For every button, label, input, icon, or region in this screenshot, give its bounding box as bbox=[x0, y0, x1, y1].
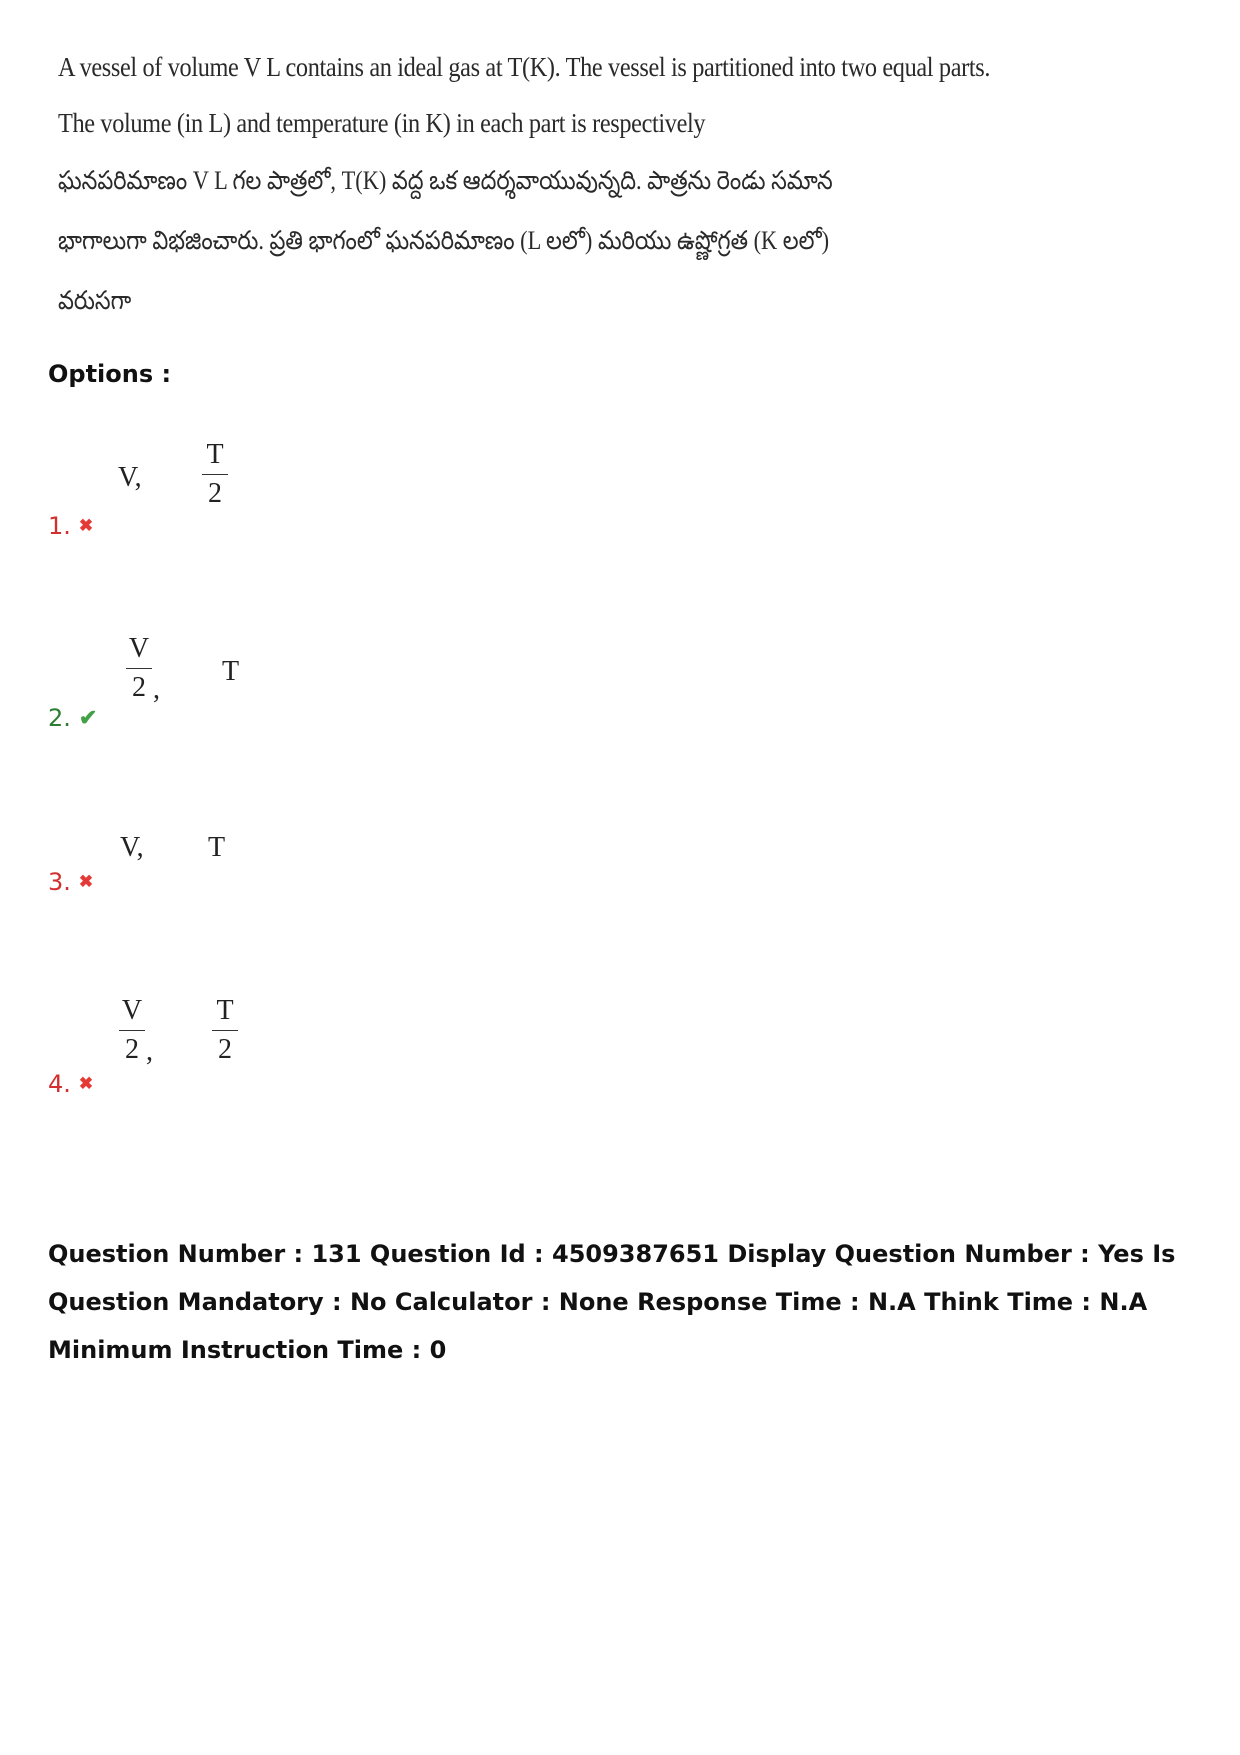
options-label: Options : bbox=[48, 360, 172, 388]
option-2-volume-fraction bbox=[124, 634, 154, 703]
option-number: 4. bbox=[48, 1070, 71, 1098]
fraction-bar bbox=[202, 474, 228, 475]
question-metadata: Question Number : 131 Question Id : 4509387651 Display Question Number : Yes Is Question Mandatory : No Calculator : None Response Time : N.A Think Time : N.A Minimum Instruction Time : 0 bbox=[48, 1240, 1176, 1364]
option-4-volume-fraction bbox=[117, 996, 147, 1065]
option-4-separator: , bbox=[146, 1036, 153, 1067]
option-3-temperature: T bbox=[208, 832, 226, 863]
option-4 bbox=[48, 1070, 93, 1098]
question-text-telugu-line3: వరుసగా bbox=[58, 286, 132, 315]
fraction-numerator: T bbox=[206, 439, 224, 470]
fraction-bar bbox=[212, 1030, 238, 1031]
question-text-english-line2: The volume (in L) and temperature (in K) in each part is respectively bbox=[58, 108, 706, 138]
check-icon: ✔ bbox=[78, 705, 98, 730]
cross-icon: ✖ bbox=[78, 516, 94, 535]
option-2-separator: , bbox=[153, 674, 160, 705]
fraction-denominator: 2 bbox=[218, 1034, 232, 1065]
option-number: 1. bbox=[48, 512, 71, 540]
option-2-temperature: T bbox=[222, 656, 240, 687]
option-1-temperature-fraction bbox=[200, 440, 230, 509]
option-3 bbox=[48, 868, 93, 896]
fraction-numerator: V bbox=[121, 995, 143, 1026]
cross-icon: ✖ bbox=[78, 872, 94, 891]
fraction-bar bbox=[126, 668, 152, 669]
option-1 bbox=[48, 512, 93, 540]
option-3-volume: V, bbox=[120, 832, 144, 863]
option-number: 2. bbox=[48, 704, 71, 732]
option-4-temperature-fraction bbox=[210, 996, 240, 1065]
option-1-volume: V, bbox=[118, 462, 142, 493]
fraction-bar bbox=[119, 1030, 145, 1031]
option-2 bbox=[48, 704, 97, 732]
option-number: 3. bbox=[48, 868, 71, 896]
question-text-english-line1: A vessel of volume V L contains an ideal gas at T(K). The vessel is partitioned into two equal parts. bbox=[58, 52, 991, 82]
cross-icon: ✖ bbox=[78, 1074, 94, 1093]
fraction-numerator: T bbox=[216, 995, 234, 1026]
fraction-denominator: 2 bbox=[132, 672, 146, 703]
fraction-denominator: 2 bbox=[125, 1034, 139, 1065]
question-text-telugu-line2: భాగాలుగా విభజించారు. ప్రతి భాగంలో ఘనపరిమాణం (L లలో) మరియు ఉష్ణోగ్రత (K లలో) bbox=[58, 226, 830, 255]
question-text-telugu-line1: ఘనపరిమాణం V L గల పాత్రలో, T(K) వద్ద ఒక ఆదర్శవాయువున్నది. పాత్రను రెండు సమాన bbox=[58, 166, 833, 195]
fraction-numerator: V bbox=[128, 633, 150, 664]
fraction-denominator: 2 bbox=[208, 478, 222, 509]
